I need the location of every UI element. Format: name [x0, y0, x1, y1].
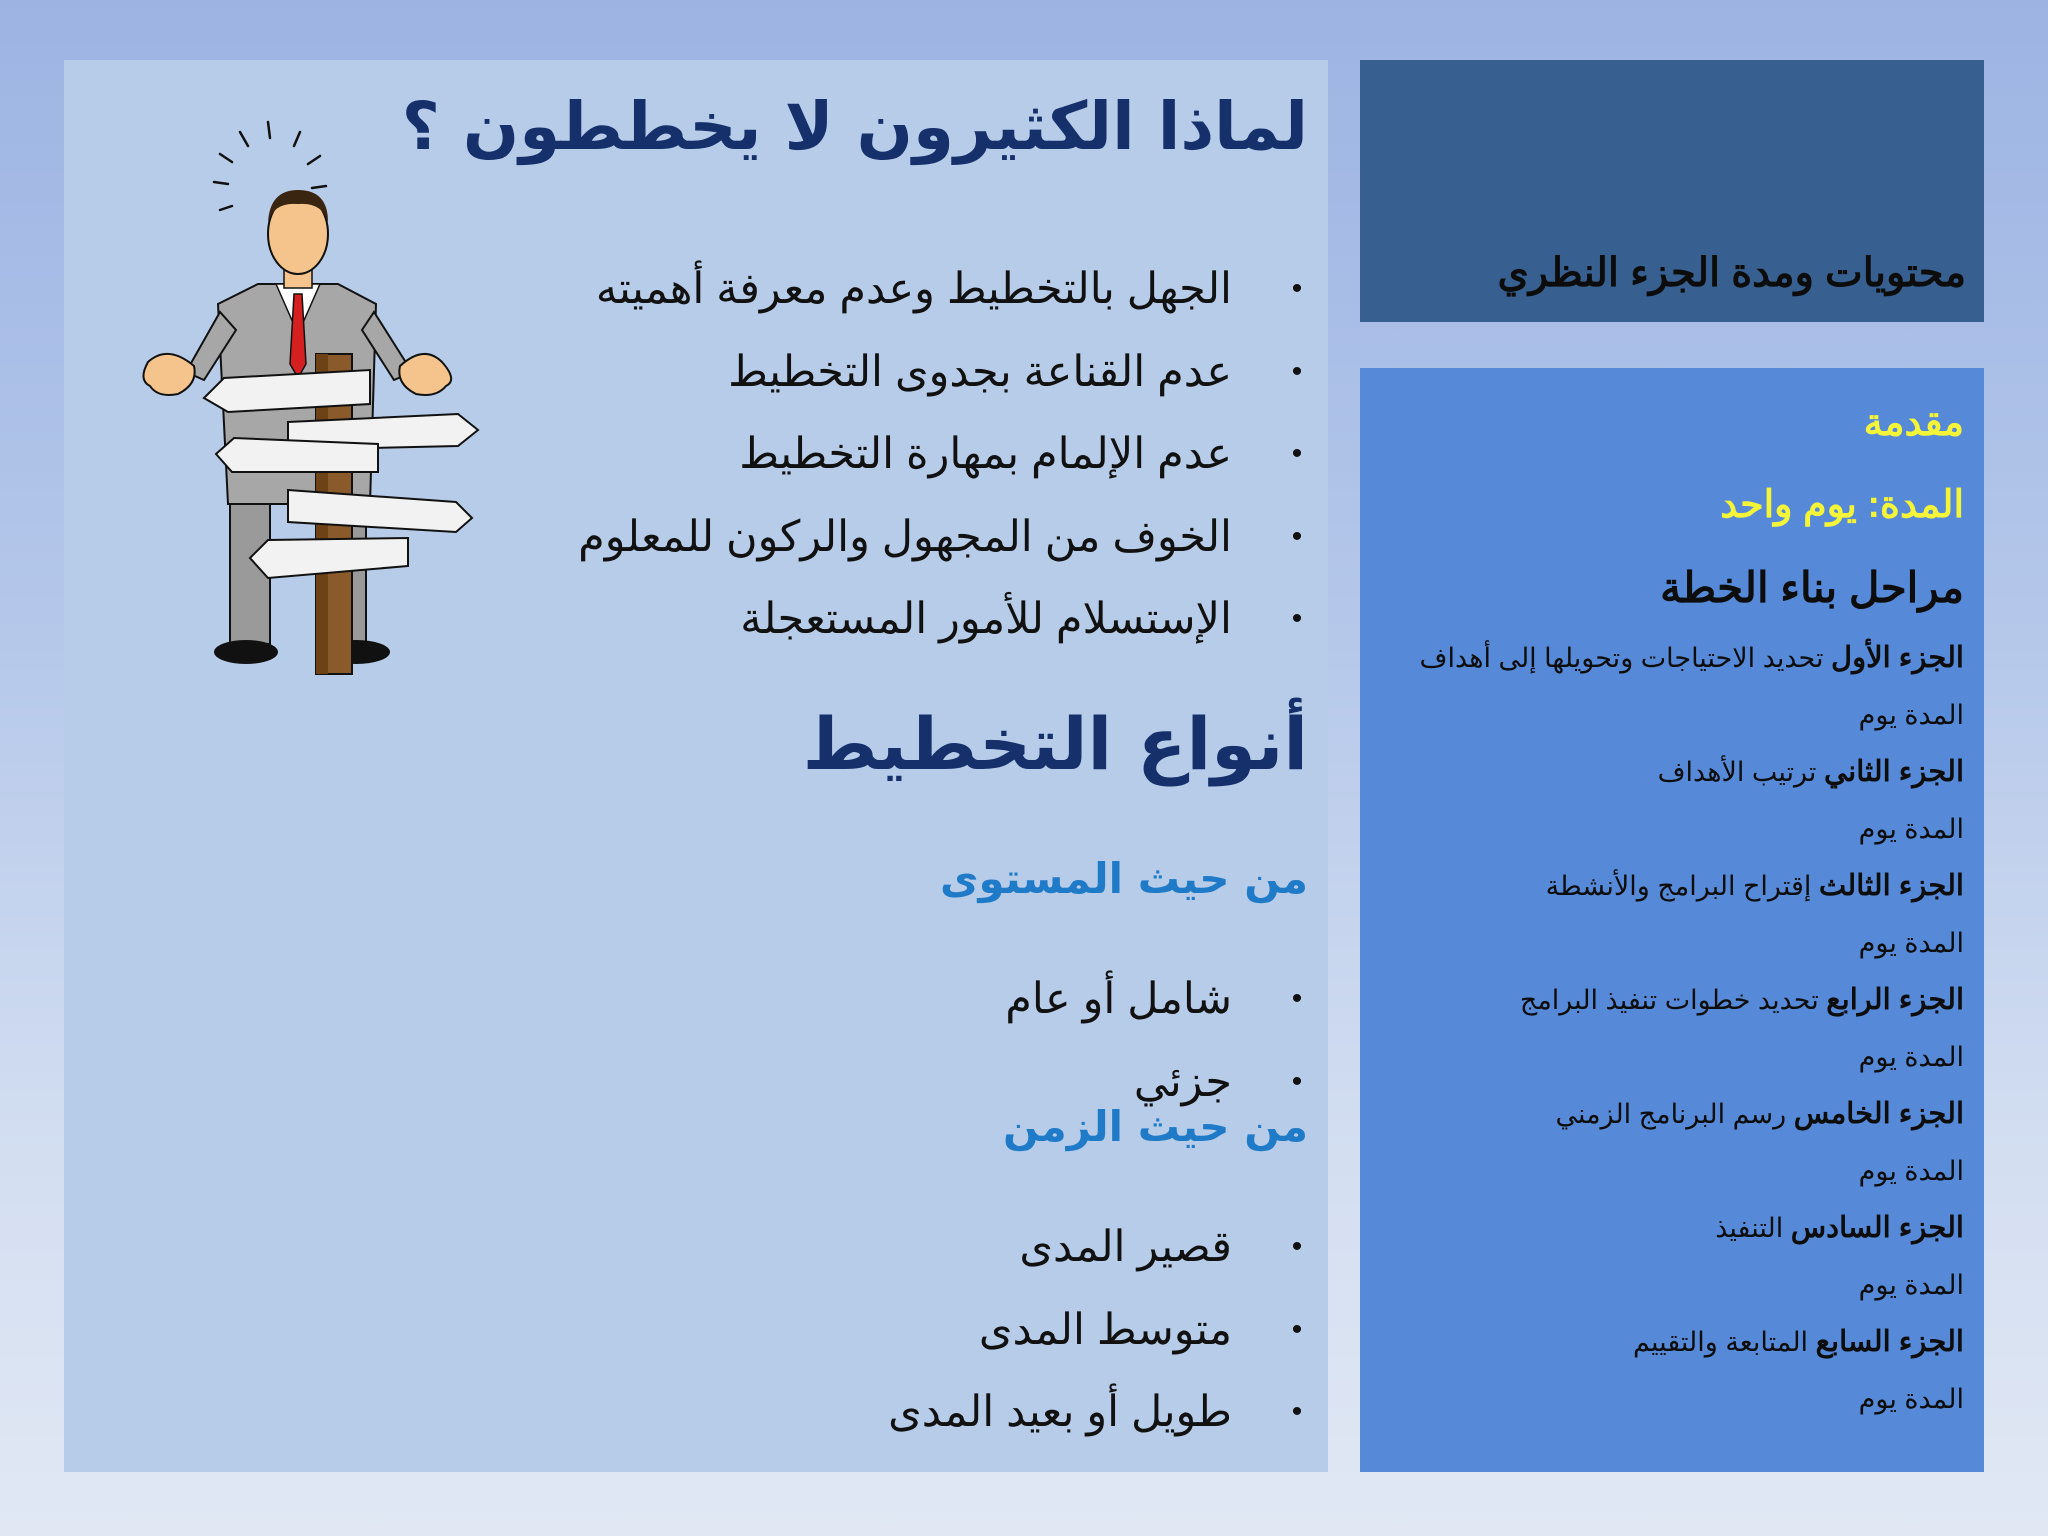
businessman-signpost-illustration [108, 104, 528, 684]
duration-label: المدة: يوم واحد [1720, 484, 1964, 526]
part-item: الجزء الرابع تحديد خطوات تنفيذ البرامج [1519, 984, 1964, 1016]
bullet-icon: • [1291, 437, 1303, 470]
part-item: الجزء السابع المتابعة والتقييم [1632, 1326, 1964, 1358]
contents-panel [1360, 368, 1984, 1472]
part-item: الجزء الثالث إقتراح البرامج والأنشطة [1545, 870, 1964, 902]
part-duration: المدة يوم [1858, 928, 1964, 958]
reasons-list [578, 248, 1308, 661]
stages-heading: مراحل بناء الخطة [1660, 564, 1964, 611]
part-item: الجزء السادس التنفيذ [1715, 1212, 1964, 1244]
part-duration: المدة يوم [1858, 1042, 1964, 1072]
list-item: • شامل أو عام [1005, 958, 1308, 1041]
bullet-icon: • [1291, 1395, 1303, 1428]
title-panel [1360, 60, 1984, 322]
main-panel [64, 60, 1328, 1472]
list-item: • الجهل بالتخطيط وعدم معرفة أهميته [578, 248, 1308, 331]
time-subheading: من حيث الزمن [1002, 1102, 1308, 1151]
bullet-icon: • [1291, 982, 1303, 1015]
part-item: الجزء الخامس رسم البرنامج الزمني [1555, 1098, 1964, 1130]
bullet-icon: • [1291, 1064, 1303, 1098]
part-duration: المدة يوم [1858, 700, 1964, 730]
list-item: • متوسط المدى [888, 1289, 1308, 1372]
list-item: • عدم القناعة بجدوى التخطيط [578, 331, 1308, 414]
part-item: الجزء الثاني ترتيب الأهداف [1657, 756, 1964, 788]
bullet-icon: • [1291, 602, 1303, 635]
level-list [1005, 958, 1308, 1123]
part-duration: المدة يوم [1858, 1156, 1964, 1186]
list-item: • قصير المدى [888, 1206, 1308, 1289]
level-subheading: من حيث المستوى [940, 854, 1308, 903]
time-list [888, 1206, 1308, 1454]
bullet-icon: • [1291, 519, 1303, 553]
bullet-icon: • [1291, 354, 1303, 388]
contents-list [1380, 382, 1964, 1428]
bullet-icon: • [1291, 1312, 1303, 1346]
types-heading: أنواع التخطيط [802, 702, 1308, 786]
bullet-icon: • [1291, 1230, 1303, 1263]
part-duration: المدة يوم [1858, 1384, 1964, 1414]
list-item: • عدم الإلمام بمهارة التخطيط [578, 413, 1308, 496]
part-duration: المدة يوم [1858, 1270, 1964, 1300]
intro-label: مقدمة [1863, 402, 1964, 444]
list-item: • الخوف من المجهول والركون للمعلوم [578, 496, 1308, 579]
list-item: • طويل أو بعيد المدى [888, 1371, 1308, 1454]
bullet-icon: • [1291, 272, 1303, 305]
list-item: • الإستسلام للأمور المستعجلة [578, 578, 1308, 661]
contents-title: محتويات ومدة الجزء النظري [1497, 251, 1966, 295]
part-item: الجزء الأول تحديد الاحتياجات وتحويلها إلى أهداف [1419, 642, 1964, 674]
page-heading: لماذا الكثيرون لا يخططون ؟ [401, 88, 1308, 165]
part-duration: المدة يوم [1858, 814, 1964, 844]
list-item: • جزئي [1005, 1041, 1308, 1124]
